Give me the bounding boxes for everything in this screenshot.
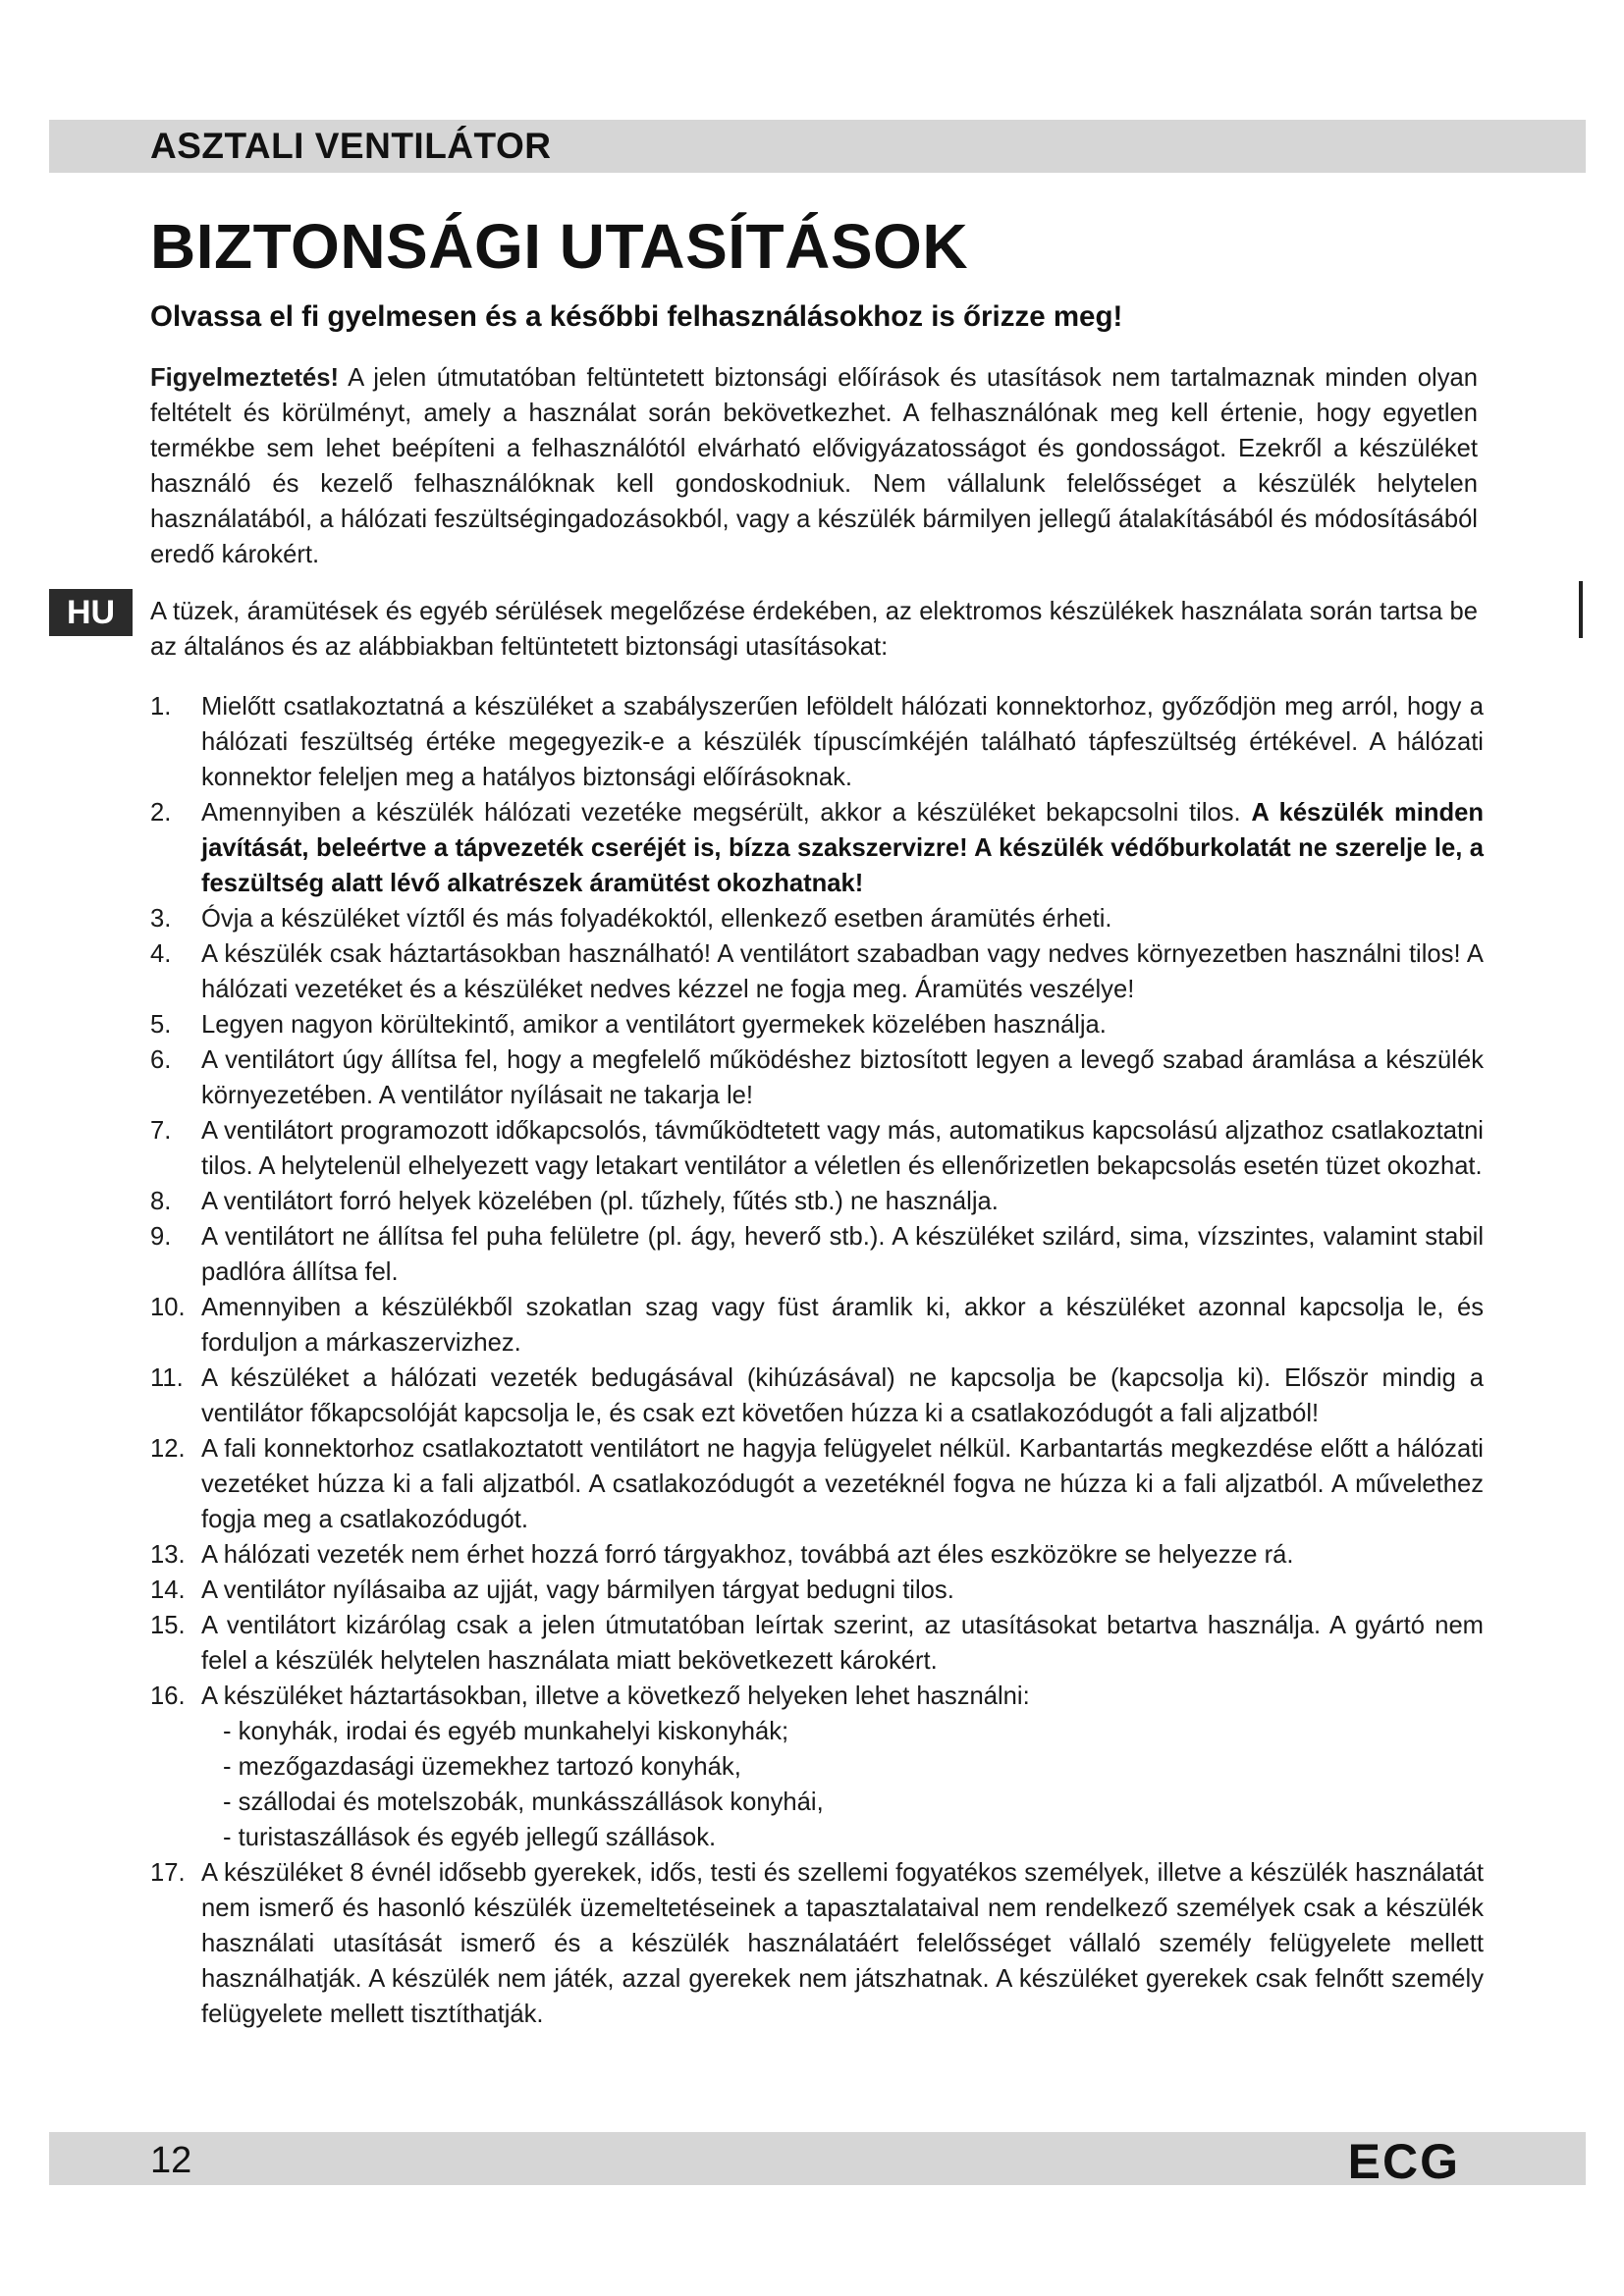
list-item — [150, 1219, 1484, 1290]
item-number: 6. — [150, 1046, 172, 1074]
item-text: A ventilátort forró helyek közelében (pl. tűzhely, fűtés stb.) ne használja. — [201, 1188, 999, 1215]
edge-marker — [1579, 581, 1583, 638]
item-text: A ventilátort úgy állítsa fel, hogy a megfelelő működéshez biztosított legyen a levegő szabad áramlása a készülék környezetében. A ventilátor nyílásait ne takarja le! — [201, 1046, 1484, 1109]
item-text: Óvja a készüléket víztől és más folyadékoktól, ellenkező esetben áramütés érheti. — [201, 905, 1112, 933]
page-title: BIZTONSÁGI UTASÍTÁSOK — [150, 211, 969, 282]
item-number: 12. — [150, 1435, 186, 1463]
item-text: A készüléket 8 évnél idősebb gyerekek, idős, testi és szellemi fogyatékos személyek, illetve a készülék használatát nem ismerő és hasonló készülék üzemeltetéseinek a tapasztalataival nem rendelkező személyek csak a készülék használati utasítását ismerő és a készülék használatáért felelősséget vállaló személy felügyelete mellett használhatják. A készülék nem játék, azzal gyerekek nem játszhatnak. A készüléket gyerekek csak felnőtt személy felügyelete mellett tisztíthatják. — [201, 1859, 1484, 2028]
item-number: 9. — [150, 1223, 172, 1251]
item-number: 3. — [150, 905, 172, 933]
item-text: Amennyiben a készülékből szokatlan szag vagy füst áramlik ki, akkor a készüléket azonnal kapcsolja le, és forduljon a márkaszervizhez. — [201, 1294, 1484, 1357]
item-text: A fali konnektorhoz csatlakoztatott ventilátort ne hagyja felügyelet nélkül. Karbantartás megkezdése előtt a hálózati vezetéket húzza ki a fali aljzatból. A csatlakozódugót a vezetéknél fogva ne húzza ki a fali aljzatból. A művelethez fogja meg a csatlakozódugót. — [201, 1435, 1484, 1533]
item-number: 14. — [150, 1576, 186, 1604]
item-number: 10. — [150, 1294, 186, 1321]
warning-paragraph — [150, 360, 1478, 572]
subtitle: Olvassa el fi gyelmesen és a későbbi felhasználásokhoz is őrizze meg! — [150, 300, 1123, 333]
item-number: 17. — [150, 1859, 186, 1887]
item-text: Mielőtt csatlakoztatná a készüléket a szabályszerűen leföldelt hálózati konnektorhoz, győződjön meg arról, hogy a hálózati feszültség értéke megegyezik-e a készülék típuscímkéjén található tápfeszültség értékével. A hálózati konnektor feleljen meg a hatályos biztonsági előírásoknak. — [201, 693, 1484, 791]
item-number: 13. — [150, 1541, 186, 1569]
footer-band — [49, 2132, 1586, 2189]
list-item — [150, 1573, 1484, 1608]
item-text: A ventilátort kizárólag csak a jelen útmutatóban leírtak szerint, az utasításokat betartva használja. A gyártó nem felel a készülék helytelen használata miatt bekövetkezett károkért. — [201, 1612, 1484, 1675]
product-name: ASZTALI VENTILÁTOR — [150, 126, 552, 166]
item-text: A készüléket háztartásokban, illetve a következő helyeken lehet használni: — [201, 1682, 1030, 1710]
item-text: A ventilátort ne állítsa fel puha felületre (pl. ágy, heverő stb.). A készüléket szilárd, sima, vízszintes, valamint stabil padlóra állítsa fel. — [201, 1223, 1484, 1286]
item-number: 11. — [150, 1364, 184, 1392]
item-number: 4. — [150, 940, 172, 968]
item-text: Legyen nagyon körültekintő, amikor a ventilátort gyermekek közelében használja. — [201, 1011, 1107, 1039]
item-text: A hálózati vezeték nem érhet hozzá forró tárgyakhoz, továbbá azt éles eszközökre se helyezze rá. — [201, 1541, 1294, 1569]
item-number: 8. — [150, 1188, 172, 1215]
item-number: 16. — [150, 1682, 186, 1710]
item-text: A ventilátor nyílásaiba az ujját, vagy bármilyen tárgyat bedugni tilos. — [201, 1576, 954, 1604]
list-item — [150, 795, 1484, 901]
brand-logo: ECG — [1347, 2134, 1460, 2189]
list-item — [150, 901, 1484, 936]
list-item — [150, 1361, 1484, 1431]
usage-locations-list — [201, 1714, 1484, 1855]
sub-list-item: - szállodai és motelszobák, munkásszállások konyhái, — [201, 1785, 1484, 1820]
item-text: A készülék csak háztartásokban használható! A ventilátort szabadban vagy nedves környezetben használni tilos! A hálózati vezetéket és a készüléket nedves kézzel ne fogja meg. Áramütés veszélye! — [201, 940, 1484, 1003]
item-number: 15. — [150, 1612, 186, 1639]
item-number: 1. — [150, 693, 172, 721]
list-item — [150, 1679, 1484, 1855]
item-bold-text: A készülék minden javítását, beleértve a tápvezeték cseréjét is, bízza szakszervizre! A készülék védőburkolatát ne szerelje le, a feszültség alatt lévő alkatrészek áramütést okozhatnak! — [201, 799, 1484, 897]
list-item — [150, 1431, 1484, 1537]
item-number: 5. — [150, 1011, 172, 1039]
list-item — [150, 1184, 1484, 1219]
sub-list-item: - konyhák, irodai és egyéb munkahelyi kiskonyhák; — [201, 1714, 1484, 1749]
item-number: 2. — [150, 799, 172, 827]
sub-list-item: - mezőgazdasági üzemekhez tartozó konyhák, — [201, 1749, 1484, 1785]
page-number: 12 — [150, 2140, 192, 2181]
list-item — [150, 1290, 1484, 1361]
intro-paragraph: A tüzek, áramütések és egyéb sérülések megelőzése érdekében, az elektromos készülékek használata során tartsa be az általános és az alábbiakban feltüntetett biztonsági utasításokat: — [150, 598, 1478, 661]
warning-text: A jelen útmutatóban feltüntetett biztonsági előírások és utasítások nem tartalmaznak minden olyan feltételt és körülményt, amely a használat során bekövetkezhet. A felhasználónak meg kell értenie, hogy egyetlen termékbe sem lehet beépíteni a felhasználótól elvárható elővigyázatosságot és gondosságot. Ezekről a készüléket használó és kezelő felhasználóknak kell gondoskodniuk. Nem vállalunk felelősséget a készülék helytelen használatából, a hálózati feszültségingadozásokból, vagy a készülék bármilyen jellegű átalakításából és módosításából eredő károkért. — [150, 364, 1478, 568]
sub-list-item: - turistaszállások és egyéb jellegű szállások. — [201, 1820, 1484, 1855]
list-item — [150, 1113, 1484, 1184]
header-band — [49, 120, 1586, 173]
list-item — [150, 1042, 1484, 1113]
item-text: A ventilátort programozott időkapcsolós, távműködtetett vagy más, automatikus kapcsolású aljzathoz csatlakoztatni tilos. A helytelenül elhelyezett vagy letakart ventilátor a véletlen és ellenőrizetlen bekapcsolás esetén tüzet okozhat. — [201, 1117, 1484, 1180]
list-item — [150, 1855, 1484, 2032]
item-number: 7. — [150, 1117, 172, 1145]
instruction-list — [150, 689, 1484, 2032]
list-item — [150, 1007, 1484, 1042]
list-item — [150, 689, 1484, 795]
list-item — [150, 936, 1484, 1007]
item-text: Amennyiben a készülék hálózati vezetéke megsérült, akkor a készüléket bekapcsolni tilos. — [201, 799, 1252, 827]
warning-label: Figyelmeztetés! — [150, 364, 340, 392]
item-text: A készüléket a hálózati vezeték bedugásával (kihúzásával) ne kapcsolja be (kapcsolja ki). Először mindig a ventilátor főkapcsolóját kapcsolja le, és csak ezt követően húzza ki a csatlakozódugót a fali aljzatból! — [201, 1364, 1484, 1427]
language-badge: HU — [49, 589, 133, 636]
list-item — [150, 1537, 1484, 1573]
list-item — [150, 1608, 1484, 1679]
